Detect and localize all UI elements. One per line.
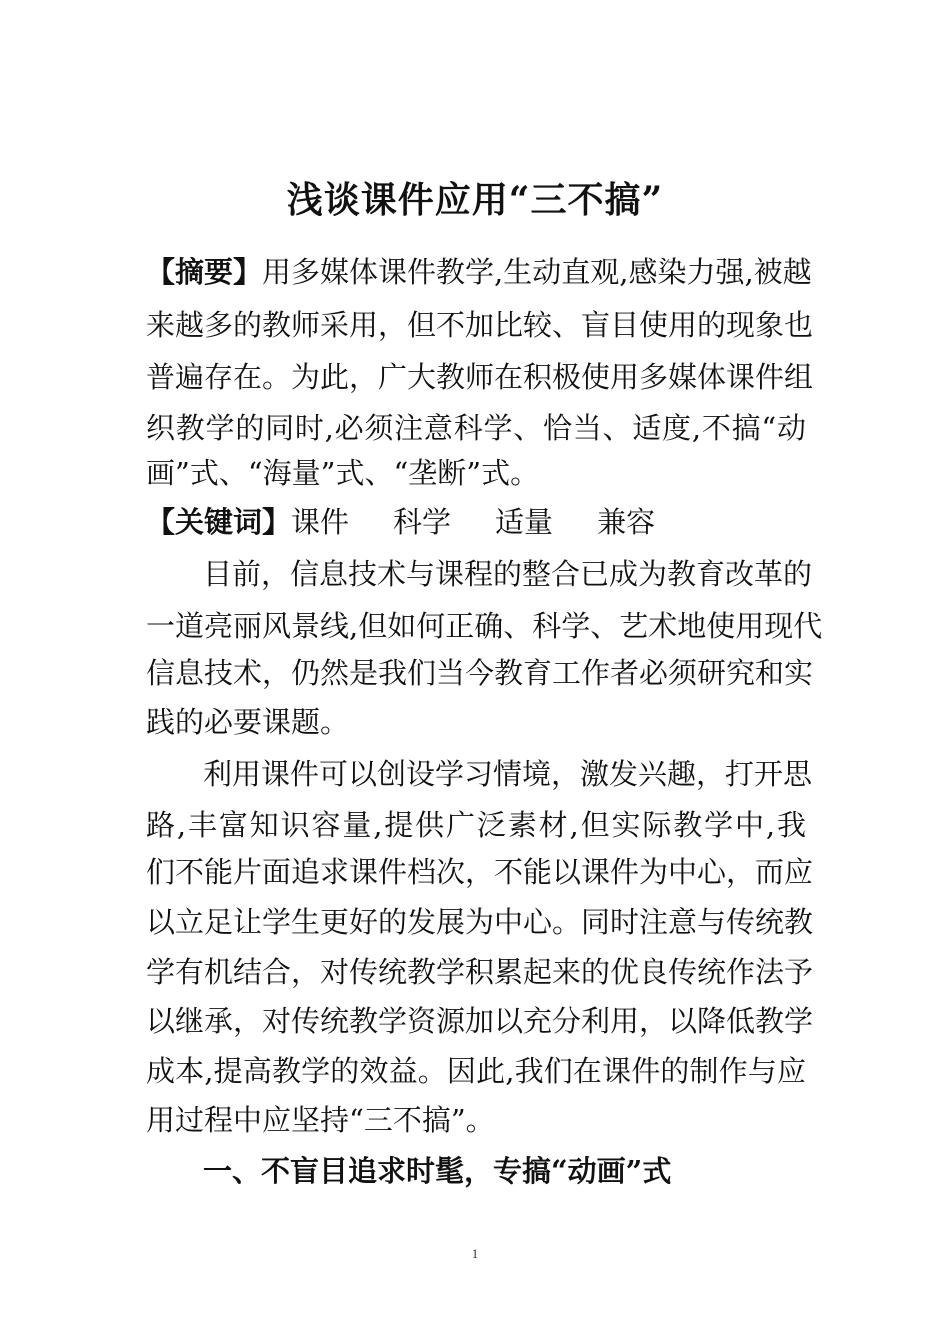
keyword-item: 科学 <box>393 505 452 539</box>
document-title: 浅谈课件应用“三不搞” <box>286 179 664 221</box>
keyword-item: 课件 <box>291 505 350 539</box>
keyword-item: 兼容 <box>597 505 656 539</box>
paragraph2-line-1: 利用课件可以创设学习情境，激发兴趣，打开思 <box>203 757 813 791</box>
paragraph1-line-3: 信息技术，仍然是我们当今教育工作者必须研究和实 <box>146 656 814 690</box>
section-heading-1: 一、不盲目追求时髦，专搞“动画”式 <box>203 1154 672 1188</box>
paragraph2-line-6: 以继承，对传统教学资源加以充分利用，以降低教学 <box>146 1004 814 1038</box>
abstract-line-4: 织教学的同时,必须注意科学、恰当、适度,不搞“动 <box>146 411 806 445</box>
keyword-item: 适量 <box>495 505 554 539</box>
keywords-row <box>146 498 806 546</box>
abstract-line-1 <box>146 248 812 296</box>
paragraph2-line-3: 们不能片面追求课件档次，不能以课件为中心，而应 <box>146 855 814 889</box>
keywords-label: 【关键词】 <box>146 505 292 539</box>
paragraph2-line-2: 路,丰富知识容量,提供广泛素材,但实际教学中,我 <box>146 808 806 842</box>
abstract-line-3: 普遍存在。为此，广大教师在积极使用多媒体课件组 <box>146 360 814 394</box>
paragraph1-line-4: 践的必要课题。 <box>146 705 350 739</box>
paragraph2-line-5: 学有机结合，对传统教学积累起来的优良传统作法予 <box>146 955 814 989</box>
paragraph1-line-1: 目前，信息技术与课程的整合已成为教育改革的 <box>203 557 813 591</box>
abstract-text-1: 用多媒体课件教学,生动直观,感染力强,被越 <box>262 255 812 289</box>
abstract-line-5: 画”式、“海量”式、“垄断”式。 <box>146 456 540 490</box>
paragraph1-line-2: 一道亮丽风景线,但如何正确、科学、艺术地使用现代 <box>146 609 823 643</box>
paragraph2-line-8: 用过程中应坚持“三不搞”。 <box>146 1103 495 1137</box>
abstract-line-2: 来越多的教师采用，但不加比较、盲目使用的现象也 <box>146 308 814 342</box>
page-number: 1 <box>471 1246 479 1261</box>
abstract-label: 【摘要】 <box>146 255 263 289</box>
paragraph2-line-4: 以立足让学生更好的发展为中心。同时注意与传统教 <box>146 905 814 939</box>
paragraph2-line-7: 成本,提高教学的效益。因此,我们在课件的制作与应 <box>146 1054 806 1088</box>
